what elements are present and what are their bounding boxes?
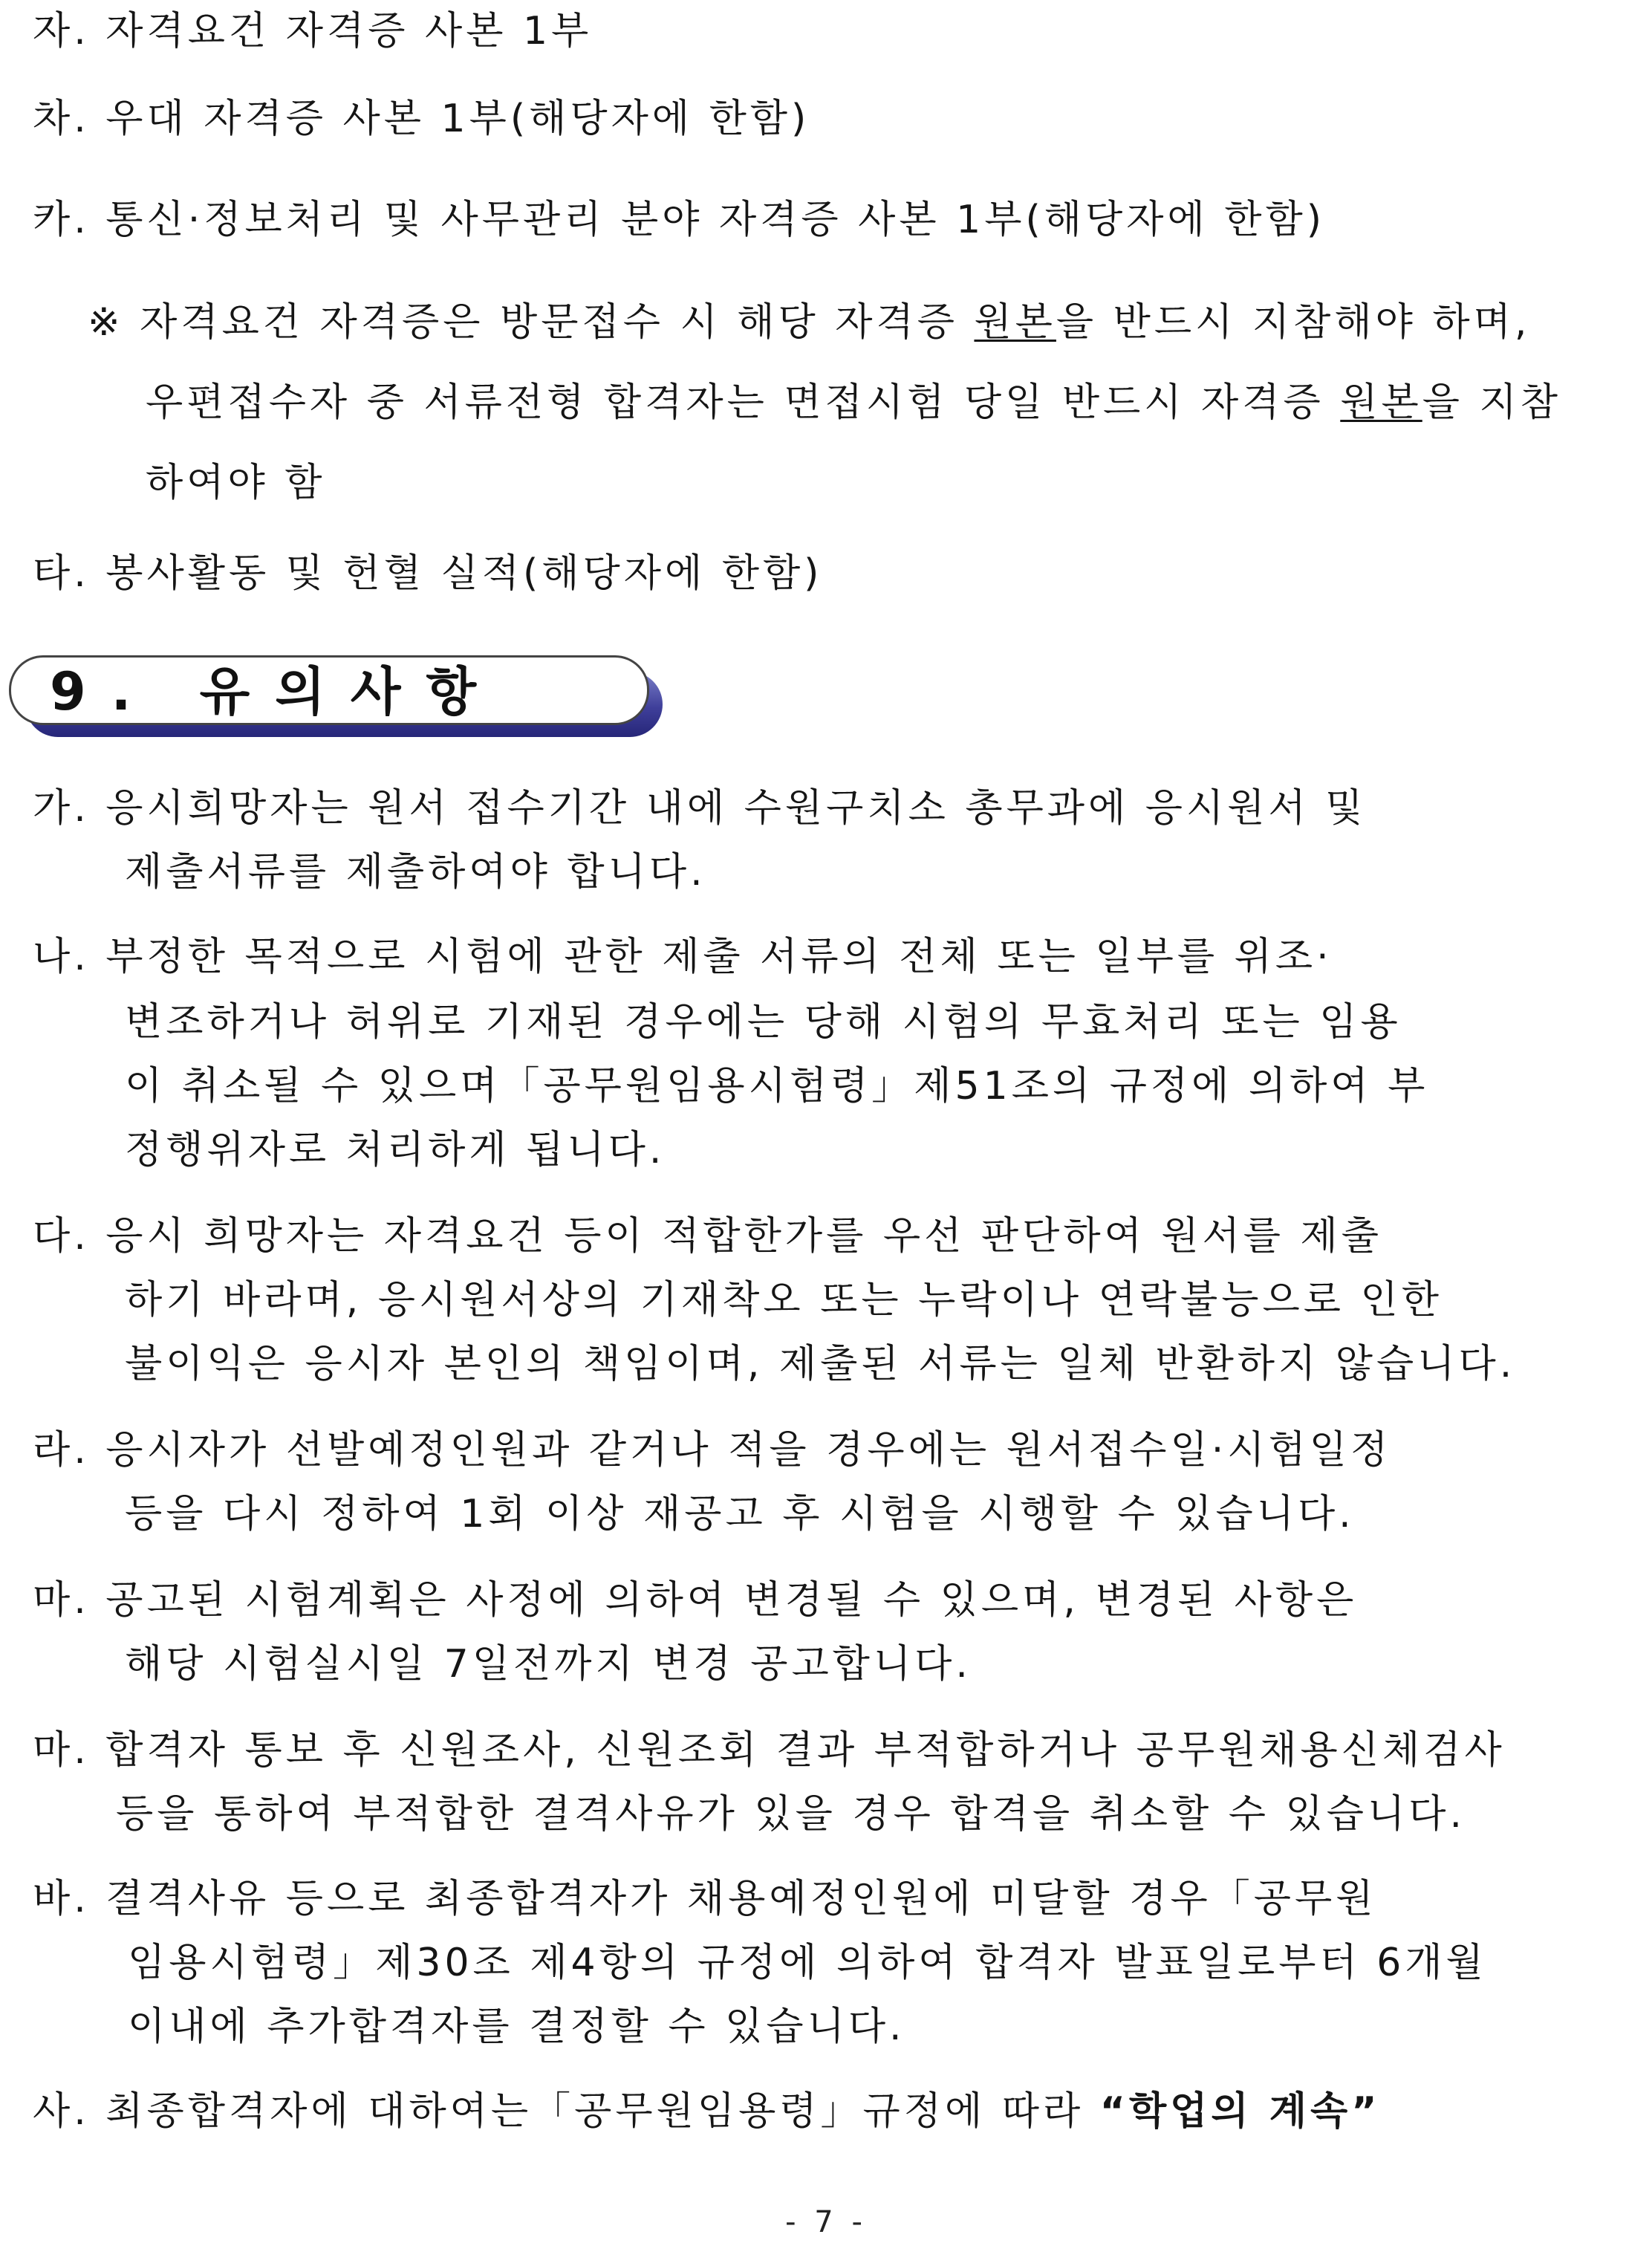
caution-da-3: 불이익은 응시자 본인의 책임이며, 제출된 서류는 일체 반환하지 않습니다. <box>125 1342 1516 1386</box>
caution-ba-2: 임용시험령」제30조 제4항의 규정에 의하여 합격자 발표일로부터 6개월 <box>128 1941 1487 1985</box>
note-line-2: 우편접수자 중 서류전형 합격자는 면접시험 당일 반드시 자격증 원본을 지참 <box>146 380 1561 425</box>
emphasis-text: “학업의 계속” <box>1099 2089 1381 2134</box>
caution-ba-3: 이내에 추가합격자를 결정할 수 있습니다. <box>128 2005 905 2049</box>
caution-ga-2: 제출서류를 제출하여야 합니다. <box>125 850 706 895</box>
heading-front <box>9 655 649 725</box>
page-number: - 7 - <box>785 2205 867 2239</box>
caution-na-4: 정행위자로 처리하게 됩니다. <box>125 1128 666 1172</box>
caution-da-2: 하기 바라며, 응시원서상의 기재착오 또는 누락이나 연락불능으로 인한 <box>125 1278 1443 1322</box>
caution-na-3: 이 취소될 수 있으며「공무원임용시험령」제51조의 규정에 의하여 부 <box>125 1064 1429 1108</box>
caution-sa-1: 사. 최종합격자에 대하여는「공무원임용령」규정에 따라 “학업의 계속” <box>33 2089 1381 2134</box>
section-heading-box <box>9 655 663 737</box>
caution-ma2-1: 마. 합격자 통보 후 신원조사, 신원조회 결과 부적합하거나 공무원채용신체검사 <box>33 1728 1506 1773</box>
caution-na-2: 변조하거나 허위로 기재된 경우에는 당해 시험의 무효처리 또는 임용 <box>125 1000 1402 1045</box>
caution-ma-1: 마. 공고된 시험계획은 사정에 의하여 변경될 수 있으며, 변경된 사항은 <box>33 1578 1358 1623</box>
caution-na-1: 나. 부정한 목적으로 시험에 관한 제출 서류의 전체 또는 일부를 위조· <box>33 935 1333 979</box>
section-title: 9. 유의사항 <box>50 661 502 722</box>
caution-ra-1: 라. 응시자가 선발예정인원과 같거나 적을 경우에는 원서접수일·시험일정 <box>33 1428 1392 1473</box>
item-ta: 타. 봉사활동 및 헌혈 실적(해당자에 한함) <box>33 551 823 596</box>
underlined-original: 원본 <box>974 300 1056 345</box>
item-ja: 자. 자격요건 자격증 사본 1부 <box>33 9 593 53</box>
caution-da-1: 다. 응시 희망자는 자격요건 등이 적합한가를 우선 판단하여 원서를 제출 <box>33 1214 1383 1259</box>
item-cha: 차. 우대 자격증 사본 1부(해당자에 한함) <box>33 97 810 141</box>
caution-ra-2: 등을 다시 정하여 1회 이상 재공고 후 시험을 시행할 수 있습니다. <box>125 1492 1355 1536</box>
item-ka: 카. 통신·정보처리 및 사무관리 분야 자격증 사본 1부(해당자에 한함) <box>33 198 1325 242</box>
note-line-1: ※ 자격요건 자격증은 방문접수 시 해당 자격증 원본을 반드시 지참해야 하며, <box>88 300 1531 345</box>
caution-ga-1: 가. 응시희망자는 원서 접수기간 내에 수원구치소 총무과에 응시원서 및 <box>33 786 1367 831</box>
underlined-original: 원본 <box>1340 380 1422 425</box>
caution-ba-1: 바. 결격사유 등으로 최종합격자가 채용예정인원에 미달할 경우「공무원 <box>33 1877 1377 1921</box>
note-line-3: 하여야 함 <box>146 461 326 505</box>
caution-ma2-2: 등을 통하여 부적합한 결격사유가 있을 경우 합격을 취소할 수 있습니다. <box>116 1792 1466 1837</box>
caution-ma-2: 해당 시험실시일 7일전까지 변경 공고합니다. <box>125 1642 972 1687</box>
